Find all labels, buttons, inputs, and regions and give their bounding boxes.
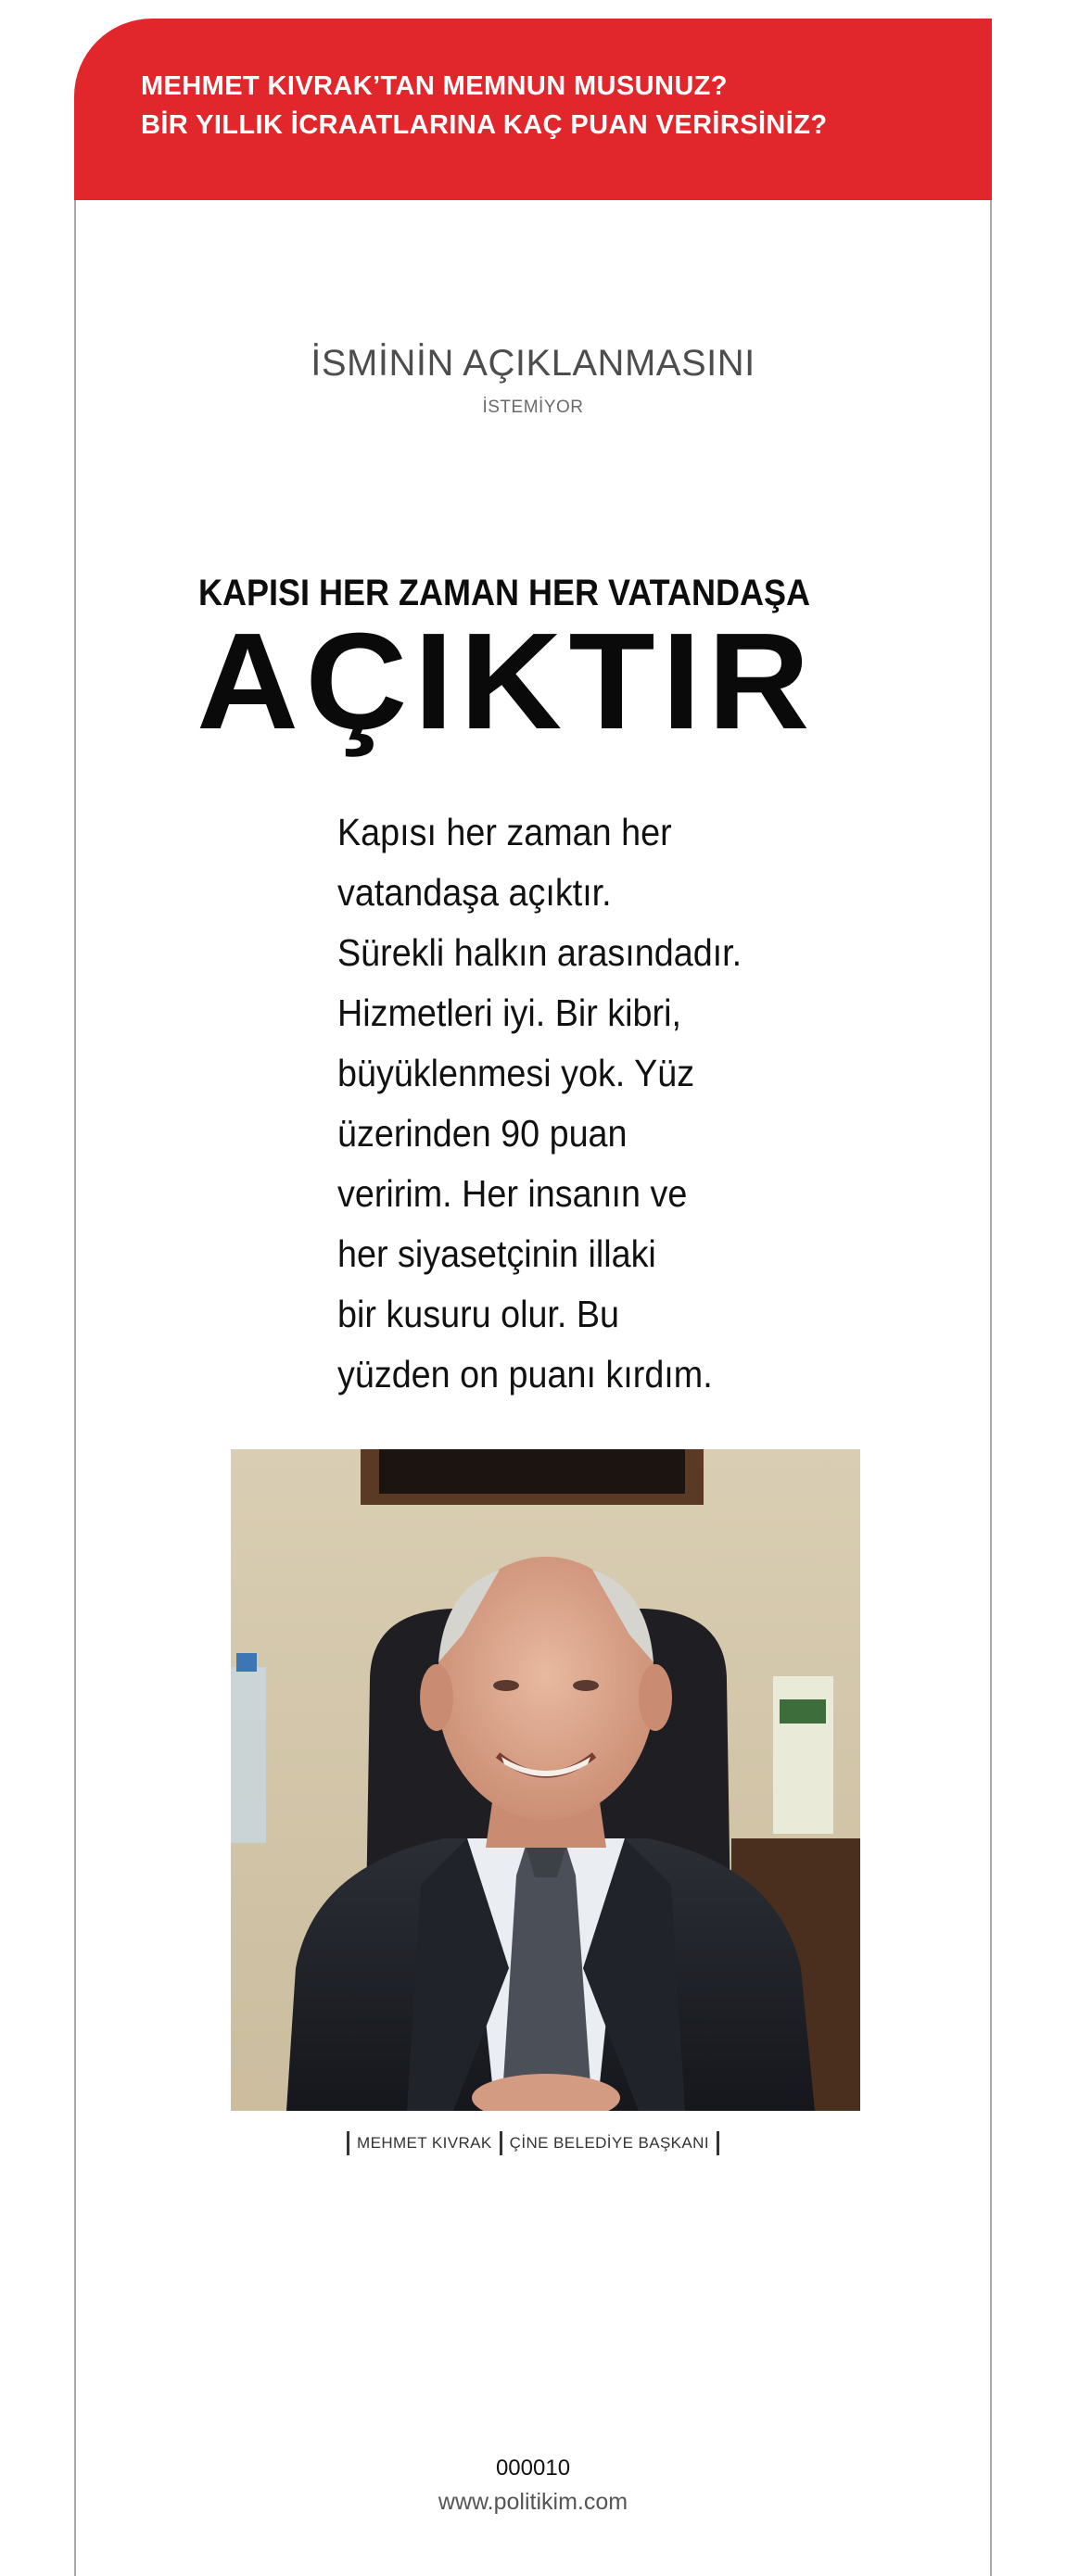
caption-divider <box>347 2131 349 2155</box>
quote-line: bir kusuru olur. Bu <box>337 1293 620 1335</box>
quote-line: büyüklenmesi yok. Yüz <box>337 1052 695 1094</box>
quote-line: üzerinden 90 puan <box>337 1112 628 1155</box>
header-banner <box>74 19 992 200</box>
caption-divider <box>717 2131 719 2155</box>
quote-line: Kapısı her zaman her <box>337 811 672 853</box>
page-number: 000010 <box>495 2456 571 2481</box>
caption-name: MEHMET KIVRAK <box>357 2134 492 2152</box>
headline: AÇIKTIR <box>197 605 817 758</box>
portrait-photo <box>231 1449 860 2111</box>
respondent-label: İSMİNİN AÇIKLANMASINI <box>311 343 755 384</box>
banner-line-1: MEHMET KIVRAK’TAN MEMNUN MUSUNUZ? <box>141 71 728 101</box>
caption-divider <box>500 2131 502 2155</box>
quote-line: veririm. Her insanın ve <box>337 1172 688 1215</box>
quote-block <box>337 802 819 1405</box>
photo-caption <box>0 2131 1066 2155</box>
frame-border-right <box>990 200 992 2576</box>
banner-line-2: BİR YILLIK İCRAATLARINA KAÇ PUAN VERİRSİNİZ? <box>141 110 828 140</box>
quote-line: yüzden on puanı kırdım. <box>337 1353 713 1395</box>
quote-line: Hizmetleri iyi. Bir kibri, <box>337 991 681 1034</box>
quote-line: her siyasetçinin illaki <box>337 1232 656 1275</box>
website-url: www.politikim.com <box>438 2489 628 2515</box>
quote-line: vatandaşa açıktır. <box>337 871 612 914</box>
respondent-sublabel: İSTEMİYOR <box>482 398 584 417</box>
quote-line: Sürekli halkın arasındadır. <box>337 931 742 974</box>
caption-title: ÇİNE BELEDİYE BAŞKANI <box>509 2134 709 2152</box>
headline-kicker: KAPISI HER ZAMAN HER VATANDAŞA <box>198 573 811 613</box>
frame-border-left <box>74 200 76 2576</box>
